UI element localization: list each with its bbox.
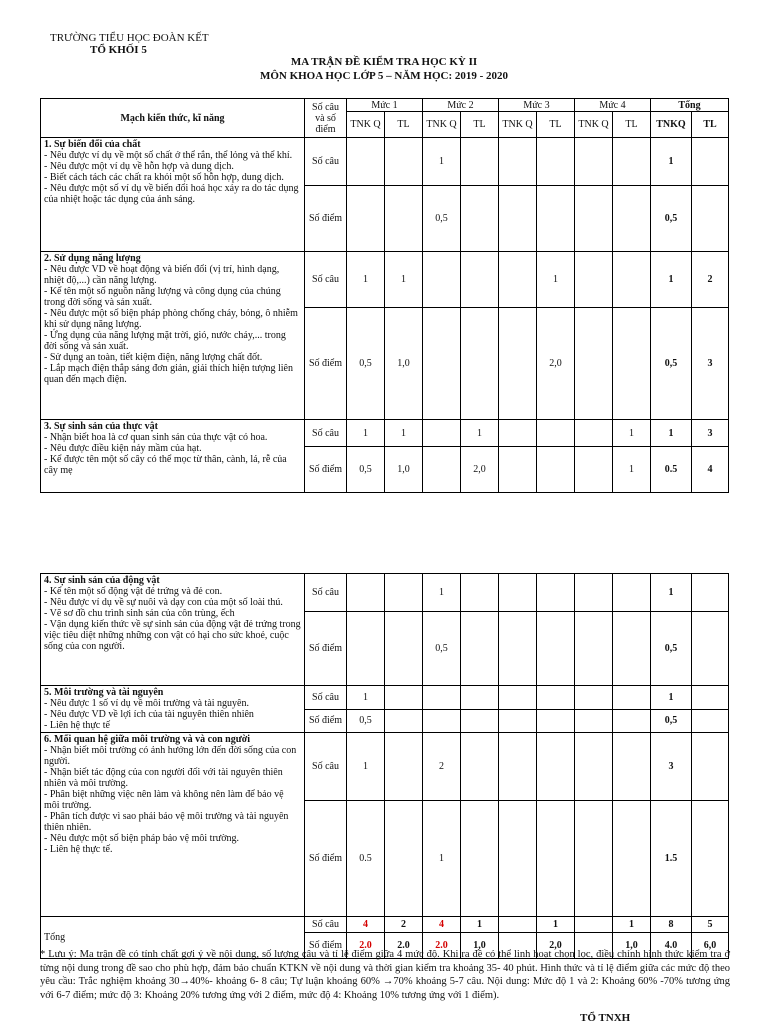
total-count-cell: 2: [385, 917, 423, 933]
count-label: Số câu: [305, 917, 347, 933]
count-cell: [575, 138, 613, 186]
count-cell: [613, 686, 651, 710]
count-cell: [461, 733, 499, 801]
total-count-cell: 1: [613, 917, 651, 933]
points-cell: 0,5: [651, 308, 692, 420]
table-row: [41, 574, 729, 612]
count-cell: [537, 733, 575, 801]
topic-objective: - Nêu được ví dụ về một số chất ở thể rắn, thể lỏng và thể khí.: [44, 150, 293, 161]
tl-subheader: TL: [461, 112, 499, 138]
count-cell: 2: [423, 733, 461, 801]
tnkq-subheader: TNK Q: [347, 112, 385, 138]
points-cell: 3: [692, 308, 729, 420]
tl-subheader: TL: [613, 112, 651, 138]
topic-title: 4. Sự sinh sản của động vật: [44, 575, 160, 586]
table-row: [41, 733, 729, 801]
count-cell: [575, 252, 613, 308]
points-label: Số điểm: [305, 801, 347, 917]
topic-objective: - Nhận biết hoa là cơ quan sinh sản của thực vật có hoa.: [44, 432, 268, 443]
points-cell: 0,5: [423, 612, 461, 686]
count-cell: [385, 574, 423, 612]
topic-cell: [41, 574, 305, 686]
count-cell: [537, 138, 575, 186]
count-cell: [499, 420, 537, 447]
topic-objective: - Nêu được VD về hoạt động và biến đổi (vị trí, hình dạng, nhiệt độ,...) cần năng lượng.: [44, 264, 280, 286]
school-name: TRƯỜNG TIỂU HỌC ĐOÀN KẾT: [50, 32, 209, 44]
count-cell: [499, 574, 537, 612]
points-cell: [692, 801, 729, 917]
points-cell: 4: [692, 447, 729, 493]
topic-title: 2. Sử dụng năng lượng: [44, 253, 141, 264]
count-cell: [423, 252, 461, 308]
points-cell: [499, 801, 537, 917]
count-cell: [537, 686, 575, 710]
topic-title: 1. Sự biến đổi của chất: [44, 139, 141, 150]
count-cell: [537, 574, 575, 612]
points-cell: [575, 709, 613, 733]
total-count-cell: 1: [461, 917, 499, 933]
count-cell: [461, 138, 499, 186]
count-label: Số câu: [305, 420, 347, 447]
count-cell: 1: [423, 138, 461, 186]
count-cell: [692, 733, 729, 801]
points-cell: [499, 709, 537, 733]
topic-objective: - Vẽ sơ đồ chu trình sinh sản của côn trùng, ếch: [44, 608, 235, 619]
points-cell: [613, 308, 651, 420]
points-cell: 1: [423, 801, 461, 917]
tnkq-subheader: TNK Q: [499, 112, 537, 138]
tl-subheader: TL: [385, 112, 423, 138]
points-cell: [499, 186, 537, 252]
count-cell: [461, 252, 499, 308]
topic-objective: - Kể tên một số động vật đẻ trứng và đẻ con.: [44, 586, 223, 597]
table-row: [41, 138, 729, 186]
points-cell: [385, 186, 423, 252]
total-count-cell: 8: [651, 917, 692, 933]
tl-total-subheader: TL: [692, 112, 729, 138]
topic-objective: - Vận dụng kiến thức về sự sinh sản của động vật đẻ trứng trong việc tiêu diệt những những con vật có hại cho sức khoẻ, cuộc sống của con người.: [44, 619, 301, 652]
points-cell: 1,0: [385, 447, 423, 493]
points-cell: [499, 308, 537, 420]
topic-title: 3. Sự sinh sản của thực vật: [44, 421, 158, 432]
points-cell: 0.5: [347, 801, 385, 917]
total-count-cell: [575, 917, 613, 933]
points-cell: [575, 801, 613, 917]
count-cell: 1: [651, 252, 692, 308]
points-cell: 0,5: [651, 186, 692, 252]
points-cell: [537, 801, 575, 917]
count-col-header: Số câu và số điểm: [305, 99, 347, 138]
topic-objective: - Nêu được một số biện pháp bảo vệ môi trường.: [44, 833, 239, 844]
points-cell: [692, 709, 729, 733]
count-cell: [499, 686, 537, 710]
points-cell: [347, 612, 385, 686]
total-count-cell: 5: [692, 917, 729, 933]
points-cell: [537, 612, 575, 686]
count-cell: [385, 733, 423, 801]
points-cell: 0,5: [423, 186, 461, 252]
topic-objective: - Kể được tên một số cây có thể mọc từ thân, cành, lá, rễ của cây mẹ: [44, 454, 287, 476]
points-cell: [613, 709, 651, 733]
points-cell: 0,5: [347, 709, 385, 733]
count-cell: [613, 252, 651, 308]
total-header: Tổng: [651, 99, 729, 112]
doc-subtitle: MÔN KHOA HỌC LỚP 5 – NĂM HỌC: 2019 - 2020: [259, 70, 509, 82]
count-cell: [347, 574, 385, 612]
count-cell: [499, 733, 537, 801]
level1-header: Mức 1: [347, 99, 423, 112]
count-cell: 1: [613, 420, 651, 447]
count-cell: [575, 574, 613, 612]
count-cell: [692, 686, 729, 710]
points-cell: [423, 308, 461, 420]
count-cell: [461, 574, 499, 612]
points-cell: [692, 612, 729, 686]
level2-header: Mức 2: [423, 99, 499, 112]
count-cell: [499, 138, 537, 186]
doc-title: MA TRẬN ĐỀ KIỂM TRA HỌC KỲ II: [290, 56, 478, 68]
count-cell: [423, 686, 461, 710]
count-cell: 1: [347, 686, 385, 710]
tl-subheader: TL: [537, 112, 575, 138]
topic-objective: - Nêu được một ví dụ về hỗn hợp và dung dịch.: [44, 161, 234, 172]
points-cell: [385, 709, 423, 733]
points-label: Số điểm: [305, 308, 347, 420]
count-cell: 1: [385, 420, 423, 447]
topic-col-header: Mạch kiến thức, kĩ năng: [41, 99, 305, 138]
points-cell: 2,0: [461, 447, 499, 493]
count-cell: 1: [537, 252, 575, 308]
level3-header: Mức 3: [499, 99, 575, 112]
topic-objective: - Lắp mạch điện thắp sáng đơn giản, giải thích hiện tượng liên quan đến mạch điện.: [44, 363, 293, 385]
count-cell: [575, 686, 613, 710]
topic-objective: - Biết cách tách các chất ra khỏi một số hỗn hợp, dung dịch.: [44, 172, 284, 183]
topic-objective: - Phân biệt những việc nên làm và không nên làm để bảo vệ môi trường.: [44, 789, 284, 811]
points-cell: 2,0: [537, 308, 575, 420]
count-cell: [613, 733, 651, 801]
count-cell: [385, 686, 423, 710]
count-cell: [575, 733, 613, 801]
count-cell: 1: [461, 420, 499, 447]
topic-title: 6. Mối quan hệ giữa môi trường và và con người: [44, 734, 251, 745]
count-cell: [423, 420, 461, 447]
topic-objective: - Ứng dụng của năng lượng mặt trời, gió, nước chảy,... trong đời sống và sản xuất.: [44, 330, 286, 352]
count-cell: 1: [347, 733, 385, 801]
total-count-cell: 1: [537, 917, 575, 933]
total-points-cell: 2.0: [385, 933, 423, 959]
count-label: Số câu: [305, 574, 347, 612]
points-label: Số điểm: [305, 933, 347, 959]
points-cell: [613, 612, 651, 686]
points-cell: [347, 186, 385, 252]
points-cell: [575, 186, 613, 252]
total-count-cell: 4: [423, 917, 461, 933]
points-cell: [499, 447, 537, 493]
matrix-table-part2: [40, 573, 729, 959]
total-points-cell: 2.0: [347, 933, 385, 959]
count-cell: 1: [385, 252, 423, 308]
count-label: Số câu: [305, 686, 347, 710]
topic-objective: - Nêu được ví dụ về sự nuôi và dạy con của một số loài thú.: [44, 597, 283, 608]
points-cell: 0,5: [347, 447, 385, 493]
points-cell: [537, 709, 575, 733]
footnote: * Lưu ý: Ma trận đề có tính chất gợi ý về nội dung, số lượng câu và tỉ lệ điểm giữa 4 mức độ. Khi ra đề có thể linh hoạt chọn lọc, điều chỉnh hình thức kiểm tra ở từng nội dung trong đề sao cho phù hợp, đảm bảo chuẩn KTKN về nội dung và thời gian kiểm tra khoảng 35- 40 phút. Hình thức và tỉ lệ điểm giữa các mức độ theo yêu cầu: Trắc nghiệm khoảng 30→40%- khoảng 6- 8 câu; Tự luận khoảng 60% →70% khoảng 5-7 câu. Nội dung: Mức độ 1 và 2: Khoảng 60% -70% tương ứng với 6-7 điểm; mức độ 3: Khoảng 20% tương ứng với 2 điểm, mức độ 4: Khoảng 10% tương ứng với 1 điểm).: [40, 949, 730, 1001]
points-cell: [575, 447, 613, 493]
topic-objective: - Kể tên một số nguồn năng lượng và công dụng của chúng trong đời sống và sản xuất.: [44, 286, 281, 308]
count-cell: 2: [692, 252, 729, 308]
tnkq-subheader: TNK Q: [423, 112, 461, 138]
points-cell: [461, 612, 499, 686]
points-cell: 0,5: [347, 308, 385, 420]
points-cell: [461, 308, 499, 420]
points-cell: 1,0: [385, 308, 423, 420]
topic-cell: [41, 420, 305, 493]
topic-objective: - Nêu được một số biện pháp phòng chống cháy, bỏng, ô nhiễm khi sử dụng năng lượng.: [44, 308, 298, 330]
points-label: Số điểm: [305, 186, 347, 252]
count-cell: 1: [651, 138, 692, 186]
count-cell: 1: [347, 252, 385, 308]
total-points-cell: 1,0: [613, 933, 651, 959]
topic-cell: [41, 138, 305, 252]
total-points-cell: 1,0: [461, 933, 499, 959]
total-points-cell: 4.0: [651, 933, 692, 959]
count-cell: [499, 252, 537, 308]
topic-objective: - Nêu được VD về lợi ích của tài nguyên thiên nhiên: [44, 709, 254, 720]
count-cell: [692, 138, 729, 186]
topic-objective: - Liên hệ thực tế.: [44, 844, 113, 855]
points-cell: [537, 447, 575, 493]
topic-objective: - Nhận biết tác động của con người đối với tài nguyên thiên nhiên và môi trường.: [44, 767, 283, 789]
points-label: Số điểm: [305, 612, 347, 686]
total-label: Tổng: [41, 917, 305, 959]
points-cell: [385, 801, 423, 917]
topic-objective: - Liên hệ thực tế: [44, 720, 110, 731]
count-cell: [575, 420, 613, 447]
count-cell: 3: [692, 420, 729, 447]
matrix-table-part1: [40, 98, 729, 493]
total-points-cell: 2.0: [423, 933, 461, 959]
count-cell: 1: [651, 686, 692, 710]
points-label: Số điểm: [305, 709, 347, 733]
table-row: [41, 252, 729, 308]
topic-objective: - Nêu được 1 số ví dụ về môi trường và tài nguyên.: [44, 698, 249, 709]
total-points-cell: 6,0: [692, 933, 729, 959]
total-count-cell: [499, 917, 537, 933]
points-cell: 1: [613, 447, 651, 493]
points-cell: [423, 447, 461, 493]
points-cell: [613, 801, 651, 917]
points-cell: [537, 186, 575, 252]
level4-header: Mức 4: [575, 99, 651, 112]
points-cell: [575, 612, 613, 686]
total-points-cell: 2,0: [537, 933, 575, 959]
tnkq-total-subheader: TNKQ: [651, 112, 692, 138]
points-label: Số điểm: [305, 447, 347, 493]
points-cell: [613, 186, 651, 252]
count-cell: [461, 686, 499, 710]
count-cell: [537, 420, 575, 447]
points-cell: 0.5: [651, 447, 692, 493]
points-cell: [385, 612, 423, 686]
tnkq-subheader: TNK Q: [575, 112, 613, 138]
topic-cell: [41, 733, 305, 917]
table-row: [41, 420, 729, 447]
count-cell: 1: [347, 420, 385, 447]
points-cell: 0,5: [651, 612, 692, 686]
topic-objective: - Nêu được một số ví dụ về biến đổi hoá học xảy ra do tác dụng của nhiệt hoặc tác dụng của ánh sáng.: [44, 183, 299, 205]
points-cell: [692, 186, 729, 252]
topic-objective: - Phân tích được vì sao phải bảo vệ môi trường và tài nguyên thiên nhiên.: [44, 811, 289, 833]
points-cell: [499, 612, 537, 686]
count-cell: 1: [651, 420, 692, 447]
topic-objective: - Sử dụng an toàn, tiết kiệm điện, năng lượng chất đốt.: [44, 352, 263, 363]
points-cell: [575, 308, 613, 420]
topic-cell: [41, 686, 305, 733]
count-cell: [613, 574, 651, 612]
count-cell: 1: [651, 574, 692, 612]
topic-cell: [41, 252, 305, 420]
points-cell: 0,5: [651, 709, 692, 733]
group-name: TỔ KHỐI 5: [90, 44, 147, 56]
points-cell: [461, 709, 499, 733]
total-row: [41, 917, 729, 933]
points-cell: [423, 709, 461, 733]
signature-label: TỔ TNXH: [580, 1012, 631, 1024]
table-row: [41, 686, 729, 710]
points-cell: [461, 801, 499, 917]
count-cell: [385, 138, 423, 186]
count-cell: [692, 574, 729, 612]
count-cell: [613, 138, 651, 186]
topic-title: 5. Môi trường và tài nguyên: [44, 687, 164, 698]
count-label: Số câu: [305, 252, 347, 308]
count-cell: 1: [423, 574, 461, 612]
count-cell: [347, 138, 385, 186]
count-label: Số câu: [305, 138, 347, 186]
points-cell: 1.5: [651, 801, 692, 917]
topic-objective: - Nhận biết môi trường có ảnh hưởng lớn đến đời sống của con người.: [44, 745, 297, 767]
count-label: Số câu: [305, 733, 347, 801]
points-cell: [461, 186, 499, 252]
total-count-cell: 4: [347, 917, 385, 933]
count-cell: 3: [651, 733, 692, 801]
topic-objective: - Nêu được điều kiện nảy mầm của hạt.: [44, 443, 202, 454]
